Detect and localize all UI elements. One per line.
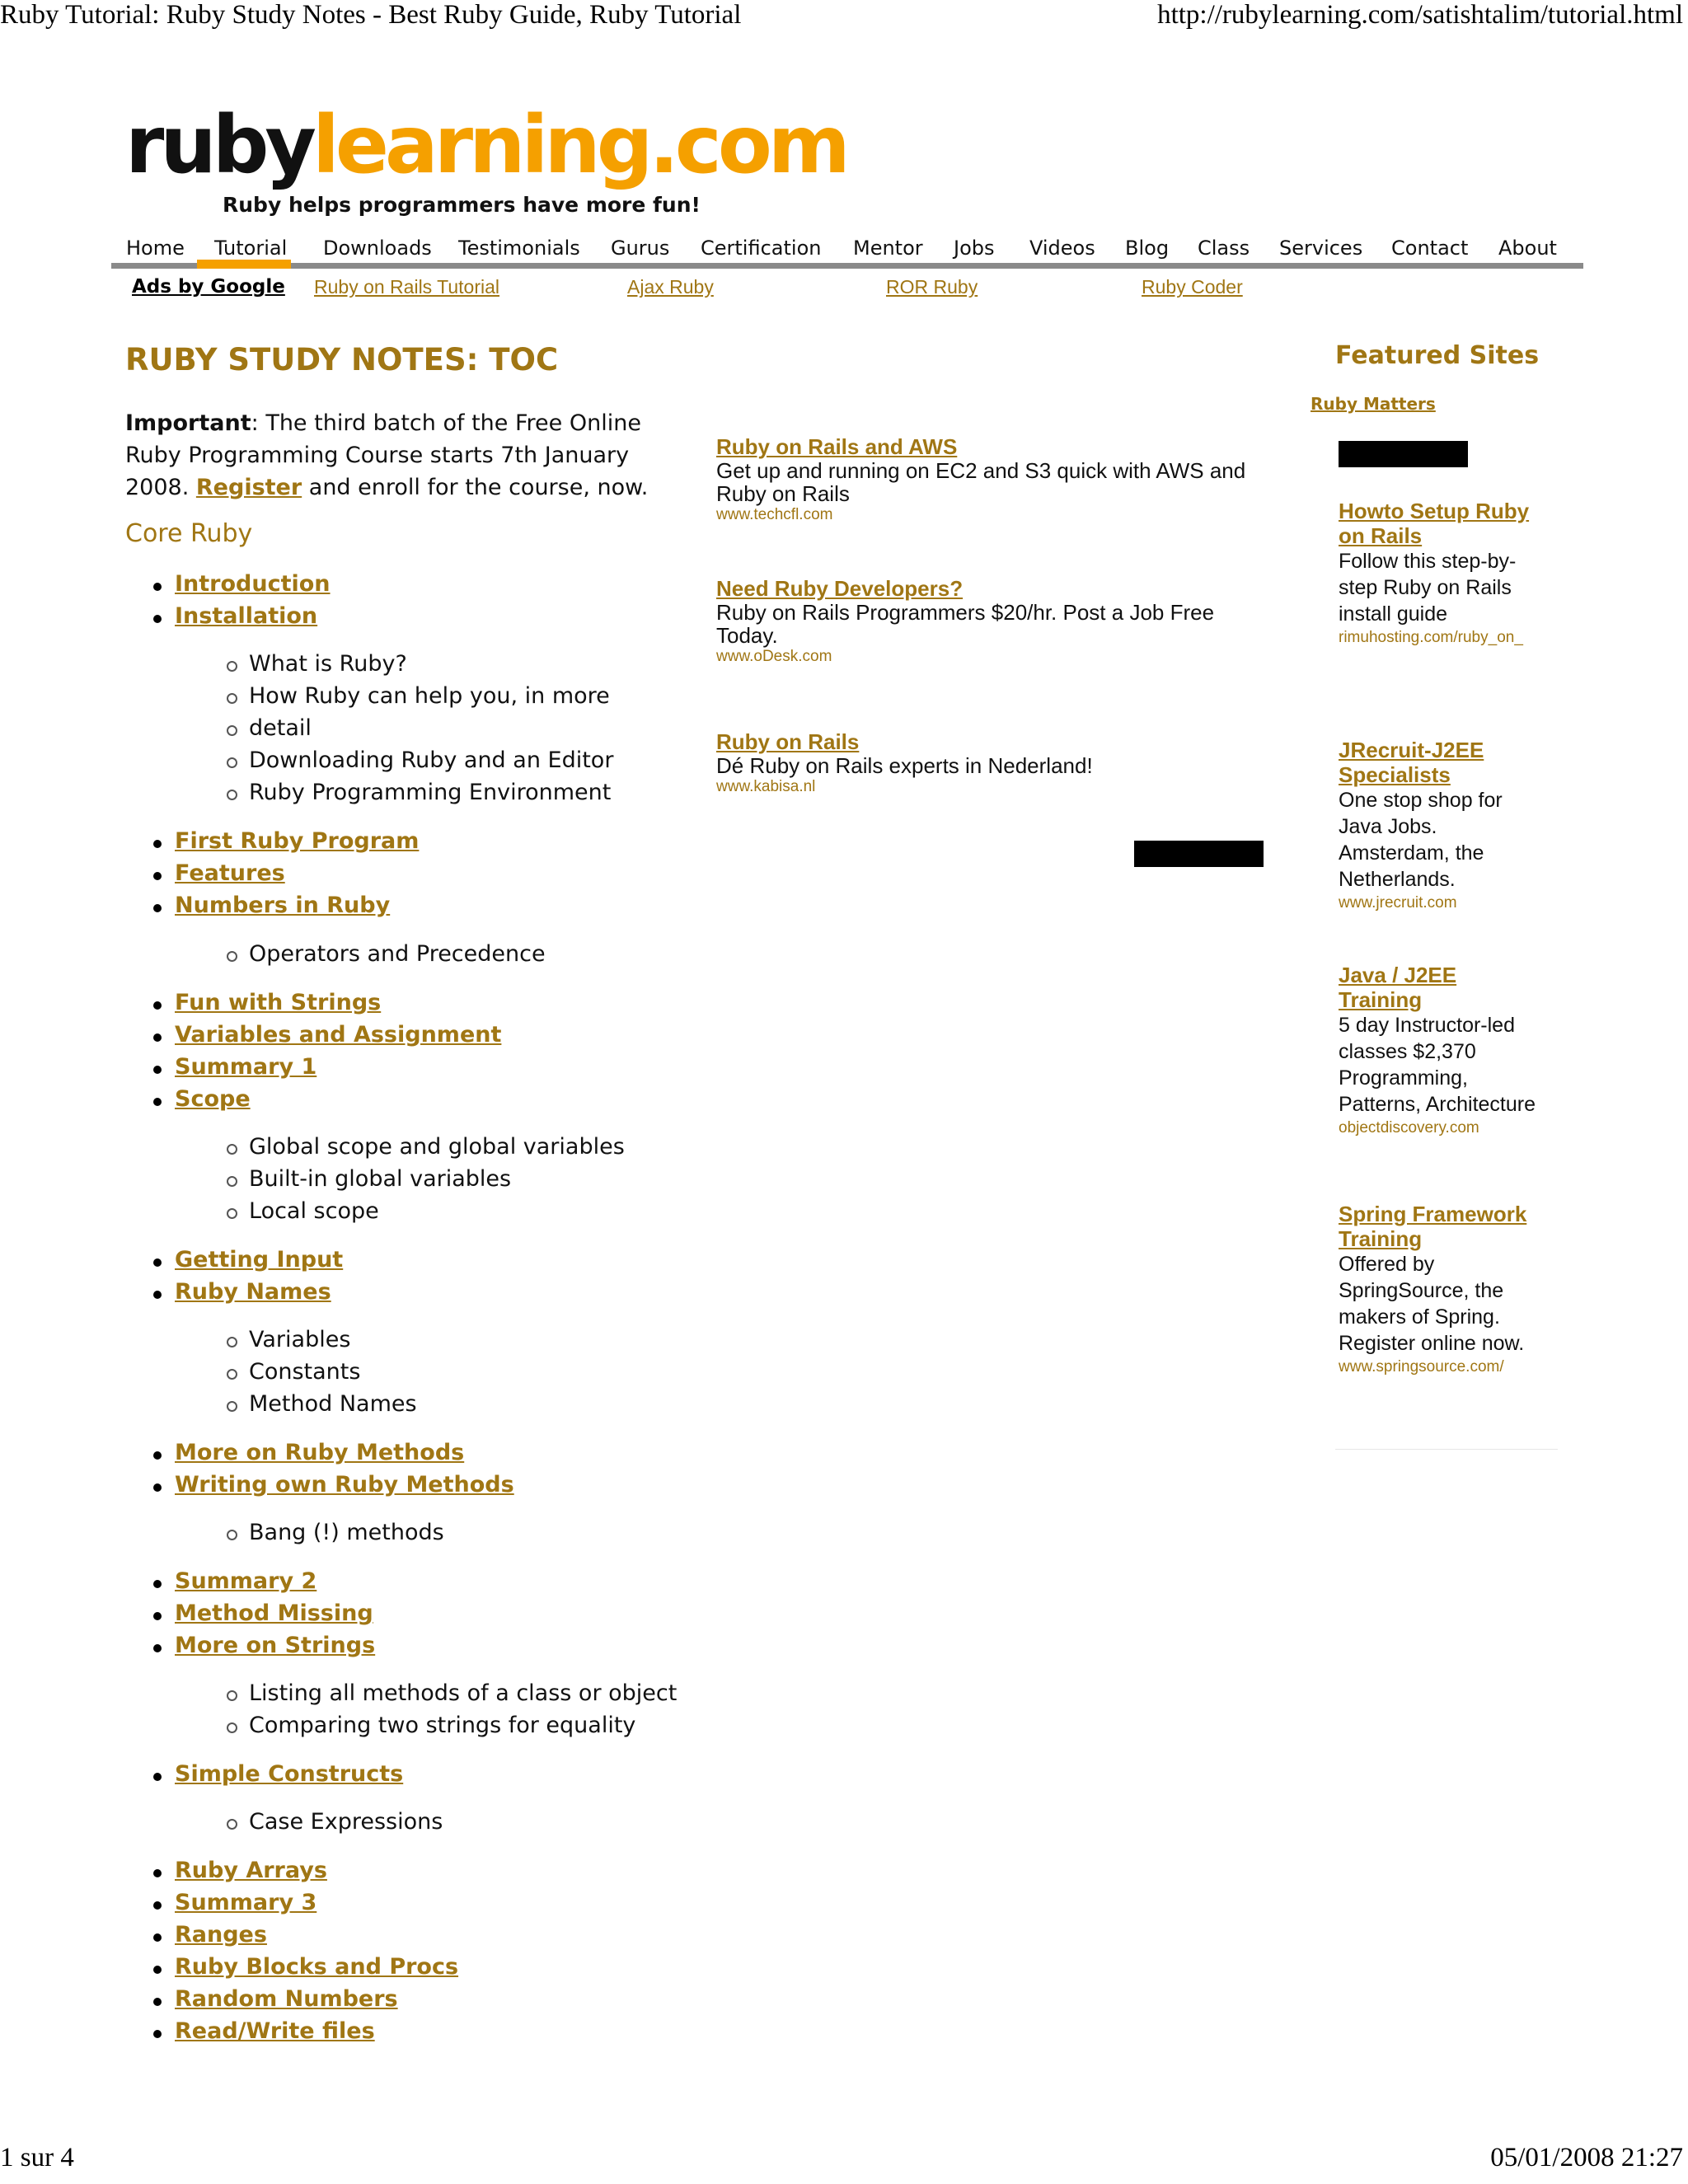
toc-link-ruby-names[interactable]: Ruby Names — [124, 1279, 331, 1305]
toc-link-numbers-in-ruby[interactable]: Numbers in Ruby — [124, 893, 390, 918]
toc-subitem-case-expressions: Case Expressions — [124, 1809, 443, 1835]
ad-description: One stop shop for Java Jobs. Amsterdam, the Netherlands. — [1339, 789, 1503, 891]
toc-subitem-variables: Variables — [124, 1327, 350, 1352]
toc-link-method-missing[interactable]: Method Missing — [124, 1601, 373, 1626]
toc-subitem-global-scope: Global scope and global variables — [124, 1134, 625, 1160]
register-link[interactable]: Register — [195, 475, 302, 500]
right-ad-3 — [1339, 963, 1545, 1139]
ad-url[interactable]: www.kabisa.nl — [716, 778, 816, 795]
ad-title-link[interactable]: Ruby on Rails — [716, 729, 860, 754]
nav-item-downloads[interactable]: Downloads — [323, 237, 432, 260]
toc-subitem-builtin-globals: Built-in global variables — [124, 1166, 511, 1192]
toc-subitem-local-scope: Local scope — [124, 1198, 379, 1224]
nav-item-certification[interactable]: Certification — [701, 237, 822, 260]
right-ad-1 — [1339, 499, 1545, 649]
ad-url[interactable]: objectdiscovery.com — [1339, 1119, 1479, 1137]
toc-link-summary-2[interactable]: Summary 2 — [124, 1568, 316, 1594]
toc-link-introduction[interactable]: Introduction — [124, 571, 331, 597]
toc-link-more-ruby-methods[interactable]: More on Ruby Methods — [124, 1440, 464, 1465]
toc-link-summary-3[interactable]: Summary 3 — [124, 1890, 316, 1915]
toc-link-writing-own-methods[interactable]: Writing own Ruby Methods — [124, 1472, 514, 1497]
ad-title-link[interactable]: JRecruit-J2EE Specialists — [1339, 738, 1484, 787]
main-navigation — [111, 233, 1583, 266]
toc-link-more-on-strings[interactable]: More on Strings — [124, 1633, 375, 1658]
ad-title-link[interactable]: Java / J2EE Training — [1339, 963, 1457, 1012]
toc-subitem-bang-methods: Bang (!) methods — [124, 1520, 444, 1545]
ad-url[interactable]: www.springsource.com/ — [1339, 1358, 1504, 1376]
toc-subitem-how-ruby-helps-cont: detail — [124, 715, 312, 741]
toc-link-simple-constructs[interactable]: Simple Constructs — [124, 1761, 403, 1787]
featured-sites-heading: Featured Sites — [1335, 341, 1540, 370]
logo-part-learning: learning.com — [312, 99, 846, 191]
toc-link-blocks-procs[interactable]: Ruby Blocks and Procs — [124, 1954, 458, 1980]
toc-link-fun-with-strings[interactable]: Fun with Strings — [124, 990, 381, 1015]
print-footer-page: 1 sur 4 — [0, 2143, 74, 2172]
right-ad-4 — [1339, 1202, 1545, 1378]
toc-link-ranges[interactable]: Ranges — [124, 1922, 267, 1947]
toc-subitem-operators: Operators and Precedence — [124, 941, 546, 967]
ad-url[interactable]: www.techcfl.com — [716, 506, 833, 523]
ad-link-ror-tutorial[interactable]: Ruby on Rails Tutorial — [314, 276, 499, 298]
toc-subitem-listing-methods: Listing all methods of a class or object — [124, 1680, 677, 1706]
nav-item-class[interactable]: Class — [1198, 237, 1250, 260]
toc-link-ruby-arrays[interactable]: Ruby Arrays — [124, 1858, 327, 1883]
ad-description: 5 day Instructor-led classes $2,370 Programming, Patterns, Architecture — [1339, 1014, 1536, 1116]
nav-item-jobs[interactable]: Jobs — [954, 237, 995, 260]
ad-url[interactable]: rimuhosting.com/ruby_on_ — [1339, 629, 1523, 646]
ad-url[interactable]: www.oDesk.com — [716, 648, 832, 665]
ad-title-link[interactable]: Ruby on Rails and AWS — [716, 434, 958, 459]
nav-item-blog[interactable]: Blog — [1125, 237, 1170, 260]
logo-part-ruby: ruby — [125, 99, 312, 191]
print-footer-datetime: 05/01/2008 21:27 — [1490, 2143, 1683, 2172]
google-ad-links-row — [132, 276, 1286, 306]
toc-link-features[interactable]: Features — [124, 860, 285, 886]
toc-subitem-method-names: Method Names — [124, 1391, 417, 1417]
toc-subitem-constants: Constants — [124, 1359, 360, 1385]
ad-link-ajax-ruby[interactable]: Ajax Ruby — [627, 276, 714, 298]
nav-item-contact[interactable]: Contact — [1391, 237, 1469, 260]
toc-link-read-write-files[interactable]: Read/Write files — [124, 2018, 375, 2044]
ad-link-ror-ruby[interactable]: ROR Ruby — [886, 276, 978, 298]
ad-description: Ruby on Rails Programmers $20/hr. Post a Job Free Today. — [716, 600, 1215, 648]
toc-link-scope[interactable]: Scope — [124, 1086, 251, 1112]
nav-item-tutorial[interactable]: Tutorial — [214, 237, 288, 260]
toc-link-getting-input[interactable]: Getting Input — [124, 1247, 343, 1272]
nav-item-home[interactable]: Home — [126, 237, 185, 260]
redacted-block-middle — [1134, 841, 1264, 867]
page-title: RUBY STUDY NOTES: TOC — [125, 342, 559, 377]
middle-ad-1 — [716, 435, 1260, 525]
toc-link-variables-assignment[interactable]: Variables and Assignment — [124, 1022, 501, 1047]
site-tagline: Ruby helps programmers have more fun! — [223, 193, 701, 217]
ad-url[interactable]: www.jrecruit.com — [1339, 894, 1457, 912]
ad-title-link[interactable]: Spring Framework Training — [1339, 1202, 1527, 1251]
intro-text-before: : The third batch of the Free Online Ruby Programming Course starts 7th January 2008. — [125, 410, 641, 500]
intro-paragraph — [125, 407, 653, 504]
print-header-title: Ruby Tutorial: Ruby Study Notes - Best Ruby Guide, Ruby Tutorial — [0, 0, 742, 30]
middle-ad-3 — [716, 730, 1260, 797]
toc-link-random-numbers[interactable]: Random Numbers — [124, 1986, 398, 2012]
toc-subitem-how-ruby-helps: How Ruby can help you, in more — [124, 683, 610, 709]
print-header-url: http://rubylearning.com/satishtalim/tutorial.html — [1157, 0, 1683, 30]
nav-item-testimonials[interactable]: Testimonials — [458, 237, 580, 260]
ads-by-google-link[interactable]: Ads by Google — [132, 276, 285, 298]
ad-description: Follow this step-by-step Ruby on Rails install guide — [1339, 550, 1517, 626]
toc-subitem-comparing-strings: Comparing two strings for equality — [124, 1713, 635, 1738]
toc-link-installation[interactable]: Installation — [124, 603, 317, 629]
nav-item-videos[interactable]: Videos — [1029, 237, 1095, 260]
ruby-matters-link[interactable]: Ruby Matters — [1311, 394, 1436, 414]
toc-link-summary-1[interactable]: Summary 1 — [124, 1054, 316, 1080]
nav-item-services[interactable]: Services — [1279, 237, 1363, 260]
toc-subitem-programming-env: Ruby Programming Environment — [124, 780, 611, 805]
nav-item-about[interactable]: About — [1498, 237, 1557, 260]
ad-description: Dé Ruby on Rails experts in Nederland! — [716, 753, 1093, 778]
nav-item-gurus[interactable]: Gurus — [611, 237, 670, 260]
toc-subitem-downloading-ruby: Downloading Ruby and an Editor — [124, 748, 613, 773]
ad-title-link[interactable]: Need Ruby Developers? — [716, 576, 964, 601]
important-label: Important — [125, 410, 251, 436]
ad-description: Get up and running on EC2 and S3 quick with AWS and Ruby on Rails — [716, 458, 1246, 506]
middle-ad-2 — [716, 577, 1260, 667]
ad-title-link[interactable]: Howto Setup Ruby on Rails — [1339, 499, 1530, 548]
nav-item-mentor[interactable]: Mentor — [853, 237, 923, 260]
right-column-divider — [1335, 1449, 1558, 1450]
ad-link-ruby-coder[interactable]: Ruby Coder — [1142, 276, 1243, 298]
redacted-block-right — [1339, 441, 1468, 467]
intro-text-after: and enroll for the course, now. — [302, 475, 649, 500]
nav-underline-bar — [111, 263, 1583, 269]
section-heading-core-ruby: Core Ruby — [125, 519, 253, 548]
nav-active-indicator — [197, 260, 291, 269]
toc-subitem-what-is-ruby: What is Ruby? — [124, 651, 407, 677]
right-ad-2 — [1339, 738, 1545, 914]
site-logo[interactable] — [125, 99, 846, 191]
ad-description: Offered by SpringSource, the makers of Spring. Register online now. — [1339, 1253, 1525, 1355]
toc-link-first-ruby-program[interactable]: First Ruby Program — [124, 828, 419, 854]
